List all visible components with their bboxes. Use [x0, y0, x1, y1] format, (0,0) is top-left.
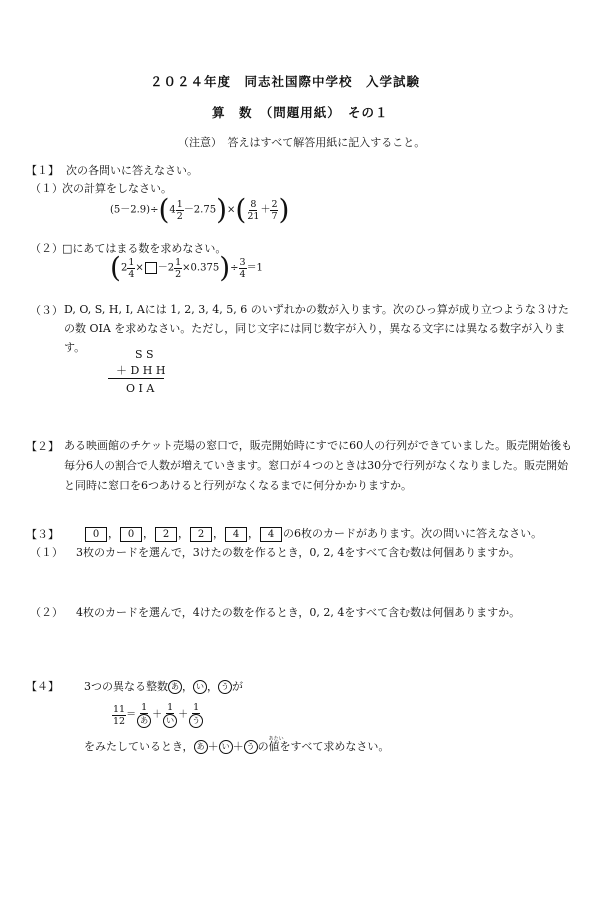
q4-line2-no: の — [257, 740, 269, 753]
blank-box — [145, 262, 157, 274]
ga: が — [232, 680, 243, 693]
card-sep: ， — [143, 527, 154, 540]
q4-line2 — [84, 738, 389, 755]
circled-a: あ — [194, 740, 208, 754]
card: 0 — [120, 527, 142, 542]
fraction — [246, 199, 260, 222]
circled-a: あ — [168, 680, 182, 694]
numerator: 8 — [250, 198, 257, 210]
q3-label: 【３】 — [26, 528, 59, 541]
denominator: 4 — [128, 268, 135, 280]
q1-p3-text: D, O, S, H, I, Aには 1, 2, 3, 4, 5, 6 のいずれかの数が入ります。次のひっ算が成り立つような３けたの数 OIA を求めなさい。ただし，同じ文字には同じ数字が入り，異なる文字には異なる数字が入ります。 — [64, 303, 569, 354]
fraction — [112, 704, 126, 727]
fraction — [136, 702, 152, 728]
denominator: 2 — [176, 210, 183, 222]
answer-notice: （注意） 答えはすべて解答用紙に記入すること。 — [178, 136, 426, 149]
fraction — [176, 199, 184, 222]
denominator — [188, 714, 204, 728]
expr-part: × — [227, 204, 236, 216]
numerator: 2 — [271, 198, 278, 210]
q4-intro-line — [84, 678, 243, 695]
circled-i: い — [219, 740, 233, 754]
denominator: 4 — [239, 268, 246, 280]
hissan-row1: S S — [135, 348, 154, 361]
card: 2 — [190, 527, 212, 542]
circled-u: う — [189, 714, 203, 728]
q4-line2-c: をすべて求めなさい。 — [279, 740, 390, 753]
card: 0 — [85, 527, 107, 542]
q1-p2-label: （２） — [30, 242, 63, 255]
hissan-line — [108, 378, 164, 379]
fraction — [174, 257, 182, 280]
numerator: 11 — [113, 703, 126, 715]
expr-part: －2 — [157, 262, 175, 274]
circled-i: い — [193, 680, 207, 694]
exam-title: ２０２４年度 同志社国際中学校 入学試験 — [150, 74, 421, 89]
q3-after-cards: の6枚のカードがあります。次の問いに答えなさい。 — [283, 527, 543, 540]
circled-i: い — [163, 714, 177, 728]
plus: ＋ — [207, 740, 219, 753]
q1-p1-label: （１） — [30, 182, 63, 195]
denominator — [162, 714, 178, 728]
q2-text: ある映画館のチケット売場の窓口で，販売開始時にすでに60人の行列ができていました。販売開始後も毎分6人の割合で人数が増えていきます。窓口が４つのときは30分で行列がなくなりました。販売開始と同時に窓口を6つあけると行列がなくなるまでに何分かかりますか。 — [64, 439, 573, 492]
q1-p1-text: 次の計算をしなさい。 — [62, 182, 172, 195]
equals: ＝ — [126, 709, 137, 721]
q1-p1-expression — [110, 193, 290, 226]
fraction — [188, 702, 204, 728]
circled-a: あ — [137, 714, 151, 728]
expr-part: × — [135, 262, 144, 274]
plus: ＋ — [152, 709, 163, 721]
q2-label: 【２】 — [26, 440, 59, 453]
hissan-row2: ＋ D H H — [116, 364, 166, 377]
card-sep: ， — [178, 527, 189, 540]
q3-p1-text: 3枚のカードを選んで，3けたの数を作るとき，0, 2, 4をすべて含む数は何個ありますか。 — [76, 546, 521, 559]
plus: ＋ — [232, 740, 244, 753]
paren-close: ) — [278, 193, 290, 226]
card: 2 — [155, 527, 177, 542]
expr-part: ÷ — [230, 262, 239, 274]
expr-part: (5－2.9)÷ — [110, 204, 159, 216]
q4-intro: 3つの異なる整数 — [84, 680, 168, 693]
expr-part: ＝1 — [246, 262, 263, 274]
paren-close: ) — [216, 193, 228, 226]
paren-close: ) — [219, 251, 231, 284]
ruby-text: あたい — [268, 736, 284, 742]
comma: ， — [182, 680, 193, 693]
denominator: 12 — [113, 715, 126, 727]
fraction — [239, 257, 247, 280]
q1-p3-label: （３） — [30, 304, 63, 317]
q1-p2-text: □にあてはまる数を求めなさい。 — [62, 242, 227, 255]
expr-part: －2.75 — [183, 204, 217, 216]
circled-u: う — [244, 740, 258, 754]
mixed-whole: 2 — [120, 262, 128, 274]
expr-part: ＋ — [260, 204, 271, 216]
card-sep: ， — [213, 527, 224, 540]
paren-open: ( — [158, 193, 170, 226]
atai-ruby — [268, 736, 284, 755]
mixed-whole: 4 — [169, 204, 176, 216]
q3-cards-line — [84, 525, 542, 542]
card: 4 — [260, 527, 282, 542]
card: 4 — [225, 527, 247, 542]
paren-open: ( — [235, 193, 247, 226]
comma: ， — [207, 680, 218, 693]
q4-label: 【４】 — [26, 680, 59, 693]
expr-part: ×0.375 — [182, 262, 220, 274]
plus: ＋ — [178, 709, 189, 721]
q1-label: 【１】 — [26, 164, 59, 177]
hissan-row3: O I A — [126, 382, 155, 395]
numerator: 1 — [193, 702, 200, 713]
exam-subtitle: 算 数 （問題用紙） その１ — [212, 105, 389, 120]
q1-p2-expression — [110, 251, 263, 284]
denominator — [136, 714, 152, 728]
numerator: 1 — [128, 256, 135, 268]
numerator: 1 — [167, 702, 174, 713]
fraction — [162, 702, 178, 728]
denominator: 21 — [247, 210, 260, 222]
denominator: 2 — [175, 268, 182, 280]
q4-line2-a: をみたしているとき， — [84, 740, 194, 753]
q3-p2-label: （２） — [30, 606, 63, 619]
numerator: 1 — [141, 702, 148, 713]
circled-u: う — [218, 680, 232, 694]
numerator: 1 — [176, 198, 183, 210]
numerator: 3 — [239, 256, 246, 268]
atai-kanji: 値 — [268, 740, 280, 753]
q1-intro: 次の各問いに答えなさい。 — [66, 164, 198, 177]
paren-open: ( — [110, 251, 121, 284]
q3-p2-text: 4枚のカードを選んで，4けたの数を作るとき，0, 2, 4をすべて含む数は何個ありますか。 — [76, 606, 521, 619]
q4-equation — [112, 702, 204, 728]
numerator: 1 — [175, 256, 182, 268]
card-sep: ， — [248, 527, 259, 540]
q3-p1-label: （１） — [30, 546, 63, 559]
card-sep: ， — [108, 527, 119, 540]
denominator: 7 — [271, 210, 278, 222]
